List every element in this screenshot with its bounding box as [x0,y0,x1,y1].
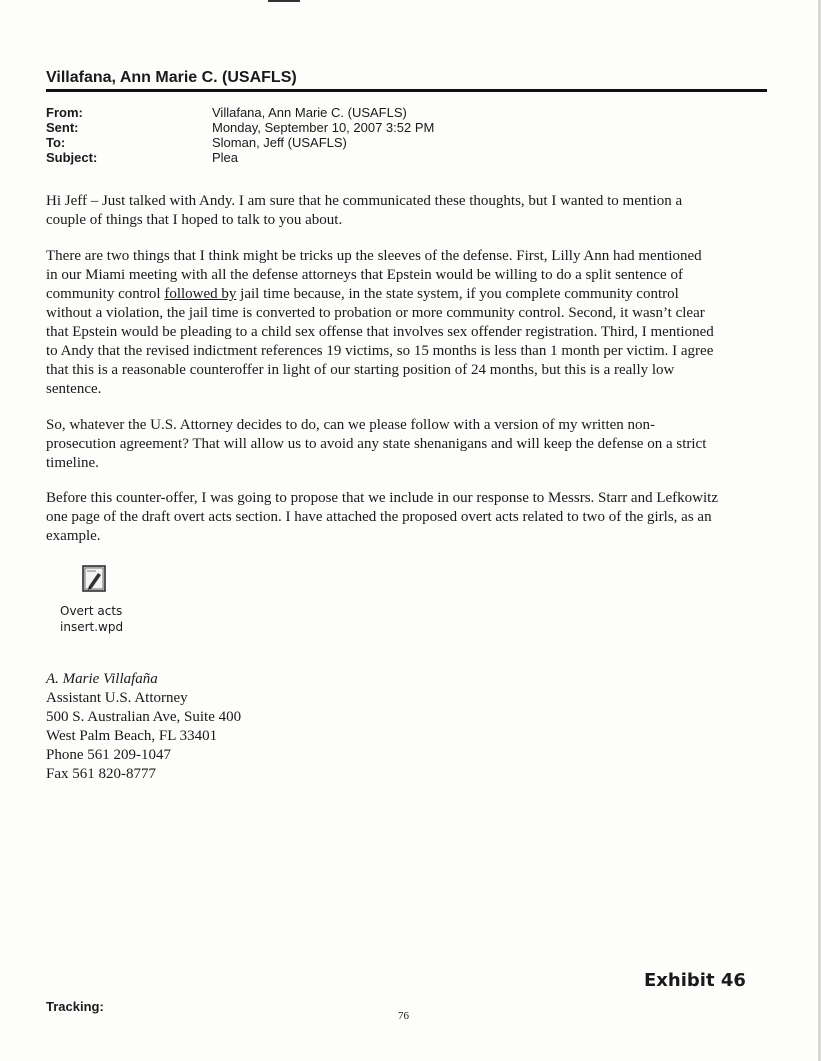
body-line: couple of things that I hoped to talk to you about. [46,212,343,228]
to-label: To: [46,135,66,150]
from-value: Villafana, Ann Marie C. (USAFLS) [212,105,407,120]
body-line: that Epstein would be pleading to a child sex offense that involves sex offender registration. Third, I mentioned [46,324,714,340]
body-paragraph-3 [46,416,761,473]
body-line: that this is a reasonable counteroffer in light of our starting position of 24 months, but this is a really low [46,362,675,378]
body-line: So, whatever the U.S. Attorney decides to do, can we please follow with a version of my written non- [46,417,656,433]
subject-value: Plea [212,150,239,165]
mailbox-owner-header: Villafana, Ann Marie C. (USAFLS) [46,69,297,86]
body-line: prosecution agreement? That will allow us to avoid any state shenanigans and will keep the defense on a strict [46,436,707,452]
body-paragraph-1 [46,192,761,230]
body-paragraph-4 [46,489,761,546]
exhibit-label: Exhibit 46 [644,970,746,991]
body-line: sentence. [46,381,102,397]
to-value: Sloman, Jeff (USAFLS) [212,135,347,150]
attachment[interactable] [60,565,136,635]
body-line: Hi Jeff – Just talked with Andy. I am sure that he communicated these thoughts, but I wanted to mention a [46,193,683,209]
meta-row-from [46,105,434,120]
email-meta [46,105,434,165]
body-text-segment: community control [46,286,165,302]
signature-address-line: 500 S. Australian Ave, Suite 400 [46,709,242,725]
body-text-segment: jail time because, in the state system, if you complete community control [236,286,679,302]
page-number: 76 [398,1010,409,1022]
signature-title: Assistant U.S. Attorney [46,690,188,706]
subject-label: Subject: [46,150,98,165]
underlined-phrase: followed by [164,286,237,302]
signature-phone: Phone 561 209-1047 [46,747,171,763]
signature-address-line: West Palm Beach, FL 33401 [46,728,218,744]
body-line: without a violation, the jail time is converted to probation or more community control. Second, it wasn’t clear [46,305,705,321]
signature-fax: Fax 561 820-8777 [46,766,156,782]
body-line: Before this counter-offer, I was going to propose that we include in our response to Messrs. Starr and Lefkowitz [46,490,718,506]
body-line: one page of the draft overt acts section. I have attached the proposed overt acts related to two of the girls, as an [46,509,712,525]
header-divider [46,89,767,92]
top-edge-mark [268,0,300,2]
attachment-name-line: insert.wpd [60,620,124,634]
attachment-name-line: Overt acts [60,604,123,618]
document-pen-icon [82,565,108,593]
body-line: example. [46,528,101,544]
body-line: There are two things that I think might be tricks up the sleeves of the defense. First, Lilly Ann had mentioned [46,248,702,264]
body-line [46,285,761,304]
meta-row-to [46,135,434,150]
tracking-label: Tracking: [46,999,104,1014]
sent-label: Sent: [46,120,79,135]
meta-row-sent [46,120,434,135]
body-line: to Andy that the revised indictment references 19 victims, so 15 months is less than 1 month per victim. I agree [46,343,714,359]
attachment-name [60,603,136,635]
meta-row-subject [46,150,434,165]
body-paragraph-2 [46,247,761,399]
from-label: From: [46,105,83,120]
sent-value: Monday, September 10, 2007 3:52 PM [212,120,435,135]
signature-name: A. Marie Villafaña [46,671,158,687]
signature-block [46,670,241,784]
body-line: in our Miami meeting with all the defense attorneys that Epstein would be willing to do a split sentence of [46,267,683,283]
body-line: timeline. [46,455,99,471]
